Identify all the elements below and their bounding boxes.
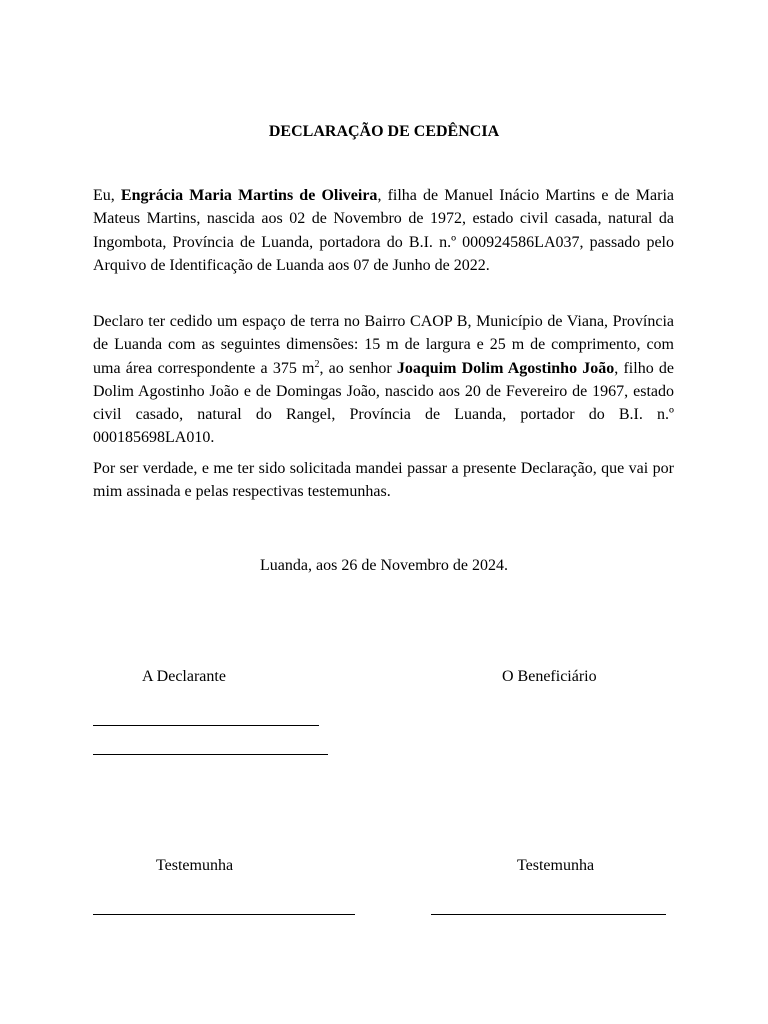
area-superscript: 2 — [314, 358, 320, 370]
paragraph-2-pre: Declaro ter cedido um espaço de terra no Bairro CAOP B, Município de Viana, Província de Luanda com as seguintes dimensões: 15 m de largura e 25 m de comprimento, com uma área correspondente a 375 m — [93, 313, 674, 377]
paragraph-2-mid: , ao senhor — [319, 359, 397, 377]
beneficiary-name: Joaquim Dolim Agostinho João — [396, 359, 615, 377]
witness-2-label: Testemunha — [517, 857, 595, 874]
declarant-name: Engrácia Maria Martins de Oliveira — [120, 187, 378, 204]
paragraph-declarant — [93, 184, 674, 277]
paragraph-closing: Por ser verdade, e me ter sido solicitada mandei passar a presente Declaração, que vai por mim assinada e pelas respectivas testemunhas. — [93, 460, 674, 501]
paragraph-1-pre: Eu, — [93, 187, 121, 204]
beneficiary-label: O Beneficiário — [502, 668, 597, 685]
witness-1-label: Testemunha — [156, 857, 234, 874]
witness-2-signature-line — [431, 914, 666, 915]
declarant-signature-line — [93, 725, 319, 726]
paragraph-2-post: , filho de Dolim Agostinho João e de Domingas João, nascido aos 20 de Fevereiro de 1967, estado civil casado, natural do Rangel, Província de Luanda, portador do B.I. n.º 000185698LA010. — [93, 359, 675, 447]
paragraph-1-post: , filha de Manuel Inácio Martins e de Maria Mateus Martins, nascida aos 02 de Novembro de 1972, estado civil casada, natural da Ingombota, Província de Luanda, portadora do B.I. n.º 000924586LA037, passado pelo Arquivo de Identificação de Luanda aos 07 de Junho de 2022. — [93, 187, 675, 274]
paragraph-cession — [93, 310, 674, 450]
document-title: DECLARAÇÃO DE CEDÊNCIA — [268, 123, 500, 140]
witness-1-signature-line — [93, 914, 355, 915]
declarant-label: A Declarante — [142, 668, 226, 685]
date-line: Luanda, aos 26 de Novembro de 2024. — [260, 557, 508, 574]
beneficiary-signature-line — [93, 754, 328, 755]
